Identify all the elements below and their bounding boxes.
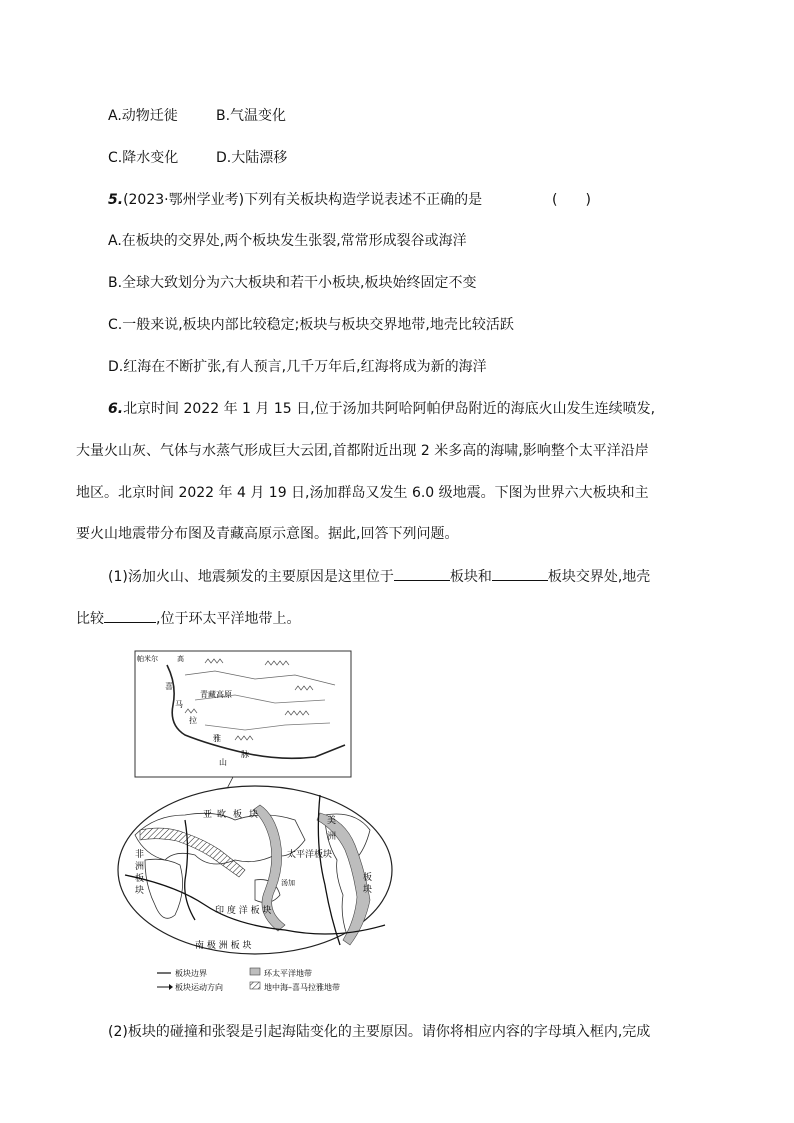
q6-sub1-text-b: 板块和 [449, 569, 492, 585]
american-plate-char-3: 板 [363, 873, 373, 883]
q5-stem-text: (2023·鄂州学业考)下列有关板块构造学说表述不正确的是 [123, 192, 483, 208]
q5-number: 5. [108, 192, 124, 208]
african-plate-char-2: 洲 [135, 862, 145, 872]
q4-option-a: A.动物迁徙 [108, 108, 178, 124]
answer-blank-2[interactable] [492, 566, 548, 581]
african-plate-char-1: 非 [135, 850, 145, 860]
label-pamir: 帕米尔 [137, 655, 158, 663]
legend-direction-label: 板块运动方向 [175, 983, 223, 992]
q6-sub2-line: (2)板块的碰撞和张裂是引起海陆变化的主要原因。请你将相应内容的字母填入框内,完成 [108, 1024, 651, 1040]
legend-pacific-belt-symbol [250, 968, 260, 975]
legend-boundary-label: 板块边界 [175, 969, 207, 978]
legend-himalaya-belt-symbol [250, 982, 260, 989]
map-figure-svg [115, 645, 395, 1000]
eurasian-plate-char-3: 板 [233, 810, 243, 820]
american-plate-char-1: 美 [327, 816, 337, 826]
q6-number: 6. [108, 401, 124, 417]
q6-sub1-text-c: 板块交界处,地壳 [547, 569, 651, 585]
answer-blank-1[interactable] [394, 566, 450, 581]
label-qinghai-tibet-plateau: 青藏高原 [200, 690, 232, 699]
legend-himalaya-belt-label: 地中海–喜马拉雅地带 [264, 983, 340, 992]
q6-paragraph-line-3: 地区。北京时间 2022 年 4 月 19 日,汤加群岛又发生 6.0 级地震。下图为世界六大板块和主 [76, 485, 649, 501]
american-plate-char-4: 块 [363, 885, 373, 895]
q4-option-c: C.降水变化 [108, 150, 179, 166]
answer-blank-3[interactable] [104, 608, 156, 623]
q5-option-b: B.全球大致划分为六大板块和若干小板块,板块始终固定不变 [108, 275, 477, 291]
legend-pacific-belt-label: 环太平洋地带 [264, 969, 312, 978]
q5-option-a: A.在板块的交界处,两个板块发生张裂,常常形成裂谷或海洋 [108, 233, 467, 249]
q6-sub1-line-1 [108, 566, 650, 587]
eurasian-plate-char-2: 欧 [217, 810, 227, 820]
label-shan: 山 [219, 758, 227, 767]
antarctic-plate-label: 南 极 洲 板 块 [195, 941, 252, 951]
label-gao: 高 [177, 655, 184, 663]
q6-paragraph-line-4: 要火山地震带分布图及青藏高原示意图。据此,回答下列问题。 [76, 526, 459, 542]
label-ya: 雅 [213, 734, 221, 743]
q4-option-d: D.大陆漂移 [216, 150, 288, 166]
indian-plate-label: 印 度 洋 板 块 [215, 906, 272, 916]
q6-sub1-text-e: ,位于环太平洋地带上。 [156, 611, 301, 627]
tonga-label: 汤加 [281, 879, 295, 887]
label-ma: 马 [175, 700, 183, 709]
label-la: 拉 [189, 716, 197, 725]
q5-answer-bracket: ( ) [552, 192, 591, 208]
african-plate-char-3: 板 [135, 874, 145, 884]
q4-option-b: B.气温变化 [216, 108, 287, 124]
legend-direction-arrowhead [169, 984, 173, 990]
legend [157, 968, 340, 992]
q6-sub1-text-a: (1)汤加火山、地震频发的主要原因是这里位于 [108, 569, 394, 585]
african-plate-char-4: 块 [135, 886, 145, 896]
q6-sub1-line-2 [76, 608, 300, 629]
q6-paragraph-line-1 [108, 399, 655, 419]
american-plate-char-2: 洲 [327, 832, 337, 842]
map-figure [115, 645, 395, 1000]
q5-stem [108, 190, 482, 210]
pacific-plate-label: 太平洋板块 [287, 850, 333, 860]
label-xi: 喜 [165, 682, 173, 691]
q5-option-c: C.一般来说,板块内部比较稳定;板块与板块交界地带,地壳比较活跃 [108, 317, 514, 333]
inset-map-tibet [135, 651, 351, 777]
q6-text-1: 北京时间 2022 年 1 月 15 日,位于汤加共阿哈阿帕伊岛附近的海底火山发生连续喷发, [123, 401, 656, 417]
world-plate-map [118, 786, 392, 954]
eurasian-plate-char-1: 亚 [203, 810, 213, 820]
q6-sub1-text-d: 比较 [76, 611, 104, 627]
label-mai: 脉 [241, 750, 249, 759]
q6-paragraph-line-2: 大量火山灰、气体与水蒸气形成巨大云团,首都附近出现 2 米多高的海啸,影响整个太平洋沿岸 [76, 443, 649, 459]
q5-option-d: D.红海在不断扩张,有人预言,几千万年后,红海将成为新的海洋 [108, 359, 487, 375]
eurasian-plate-char-4: 块 [249, 810, 259, 820]
